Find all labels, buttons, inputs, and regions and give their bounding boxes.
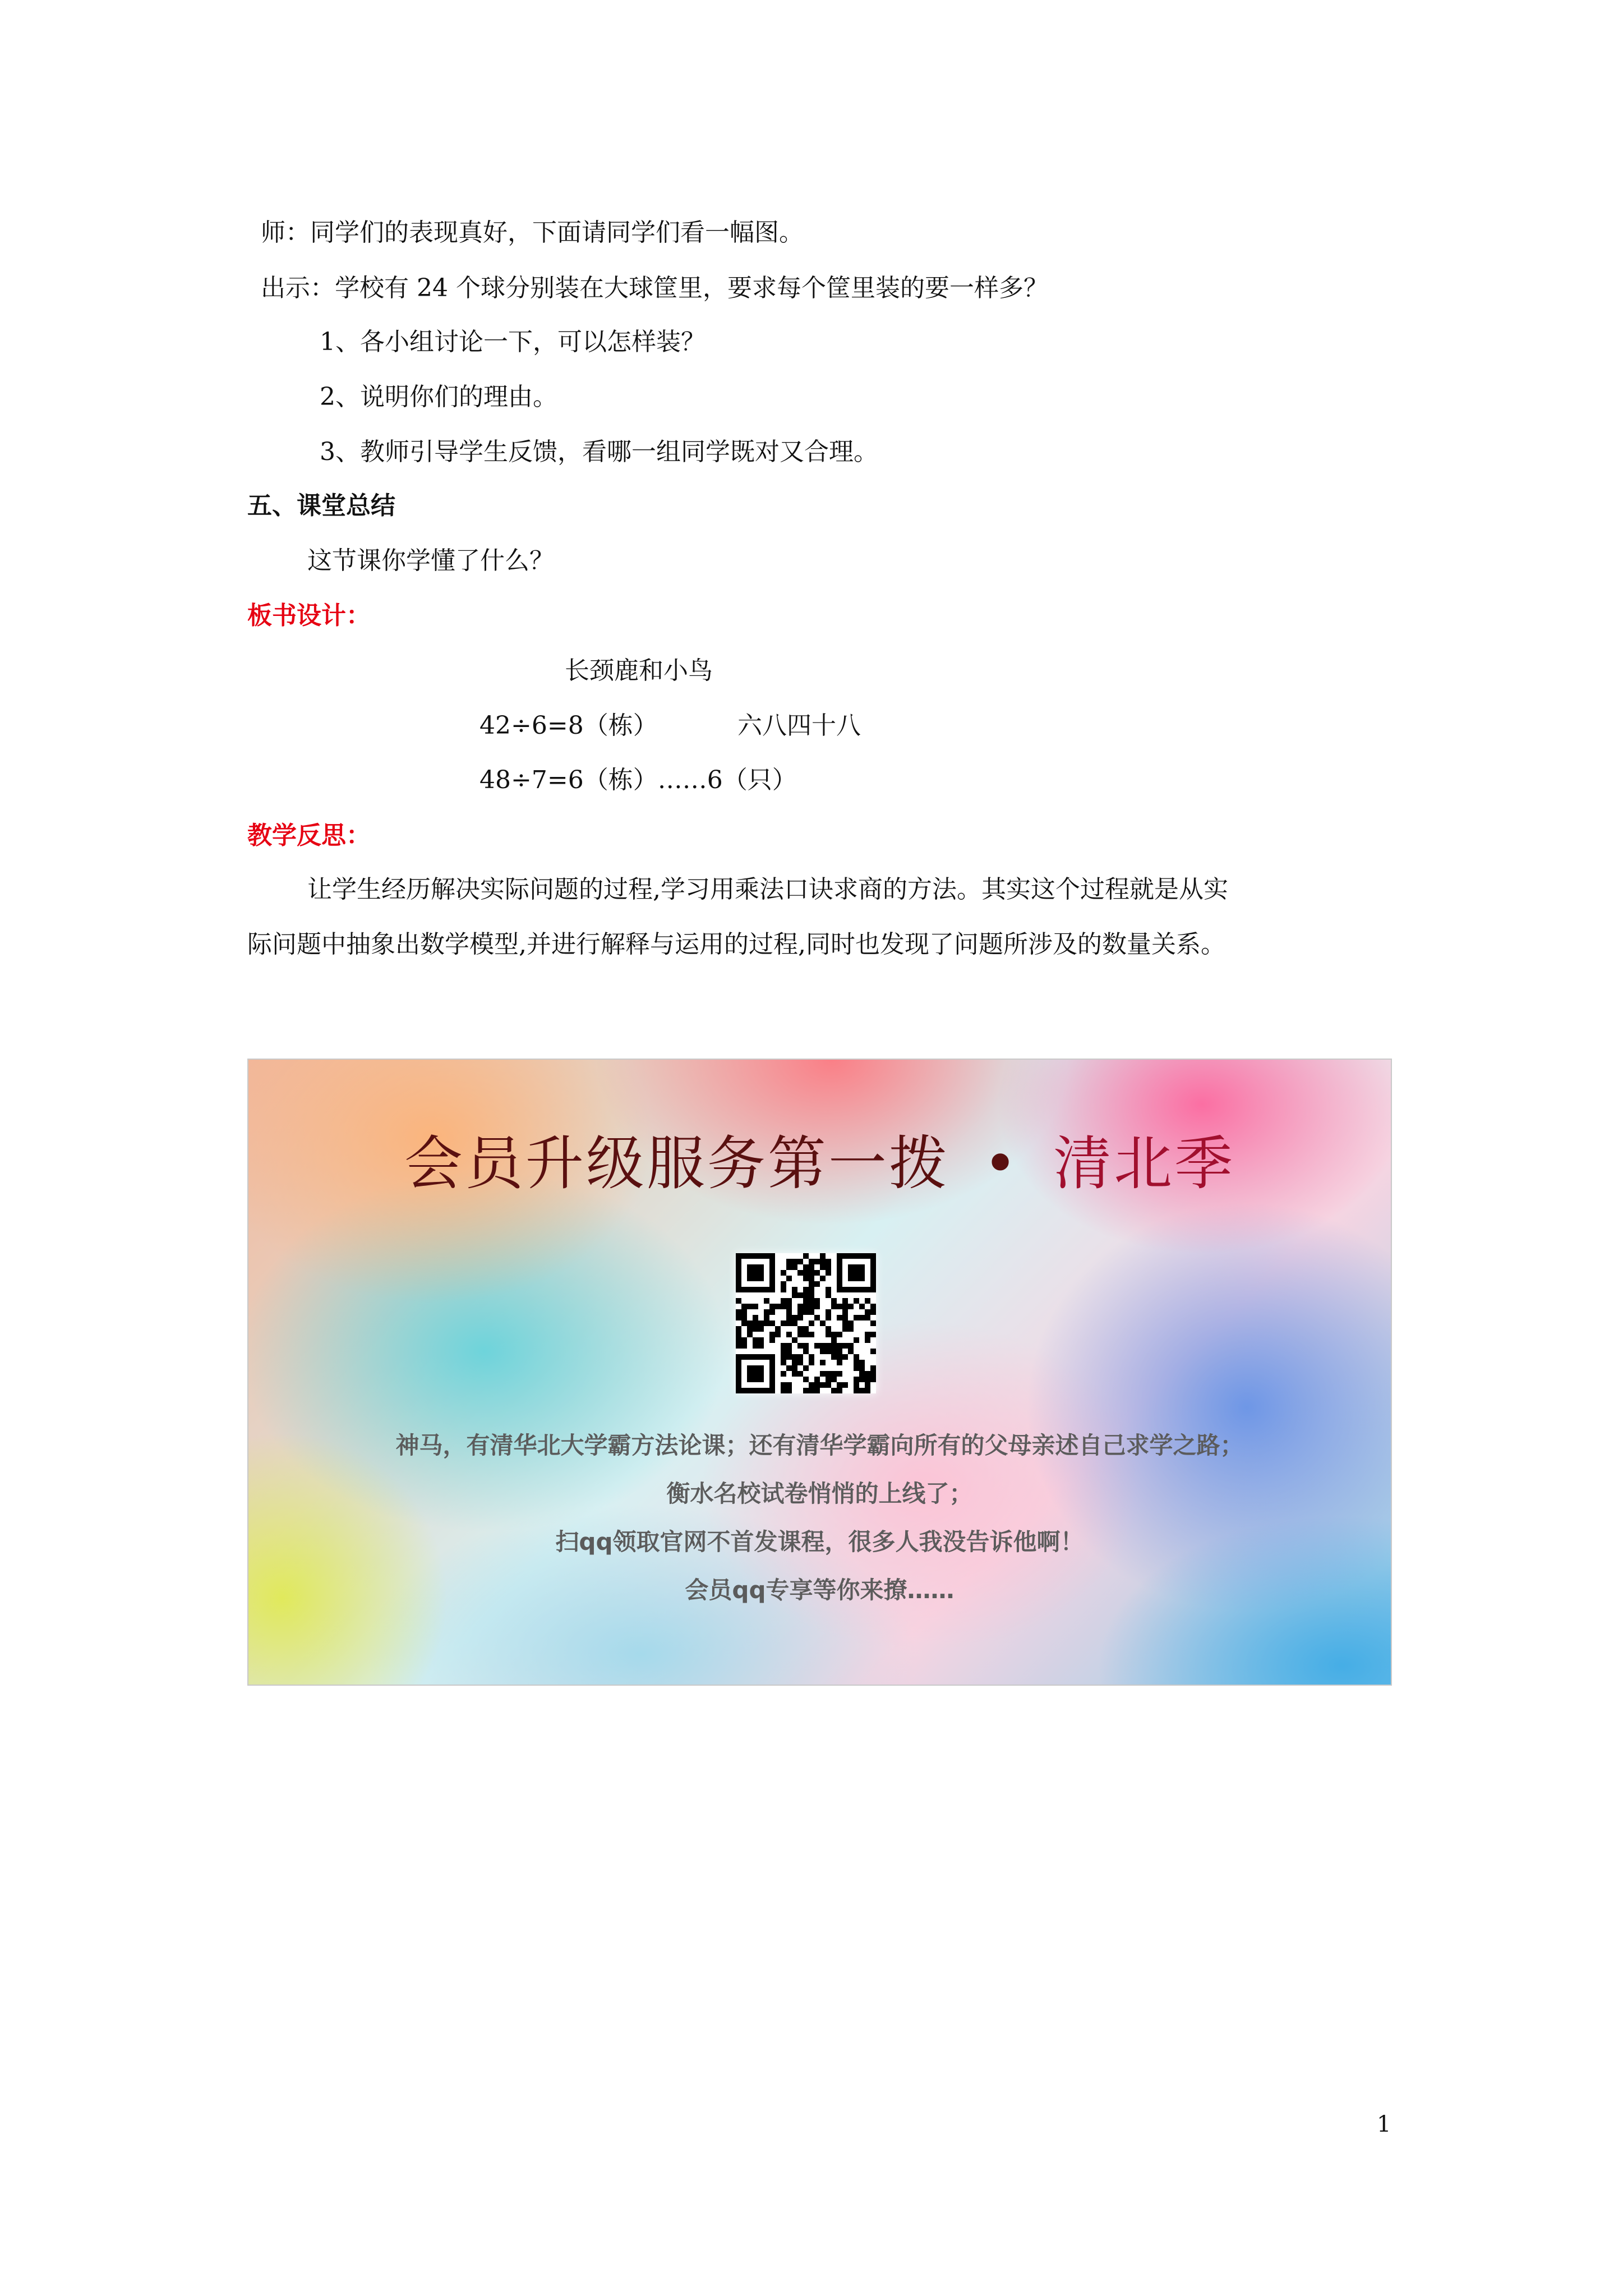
- section-5-heading: 五、课堂总结: [247, 491, 395, 520]
- step-1: 1、各小组讨论一下，可以怎样装？: [320, 328, 706, 356]
- page-number: 1: [1377, 2111, 1391, 2137]
- section-5-body: 这节课你学懂了什么？: [307, 546, 554, 575]
- banner-title-dot: •: [983, 1129, 1020, 1198]
- promo-text-3: 扫qq领取官网不首发课程，很多人我没告诉他啊！: [555, 1528, 1084, 1556]
- banner-title-main: 会员升级服务第一拨: [404, 1129, 949, 1198]
- reflection-line-2: 际问题中抽象出数学模型,并进行解释与运用的过程,同时也发现了问题所涉及的数量关系。: [247, 930, 1225, 959]
- promo-text-1: 神马，有清华北大学霸方法论课；还有清华学霸向所有的父母亲述自己求学之路；: [395, 1432, 1244, 1459]
- promo-banner[interactable]: [247, 1059, 1392, 1686]
- show-line: 出示：学校有 24 个球分别装在大球筐里，要求每个筐里装的要一样多？: [261, 274, 1048, 302]
- board-title: 长颈鹿和小鸟: [565, 656, 713, 685]
- board-equation-1-note: 六八四十八: [737, 711, 861, 740]
- reflection-line-1: 让学生经历解决实际问题的过程,学习用乘法口诀求商的方法。其实这个过程就是从实: [307, 875, 1228, 904]
- board-equation-2: 48÷7=6（栋）……6（只）: [479, 766, 797, 794]
- banner-title: [248, 1127, 1391, 1200]
- teacher-line: 师：同学们的表现真好，下面请同学们看一幅图。: [261, 218, 804, 247]
- step-3: 3、教师引导学生反馈，看哪一组同学既对又合理。: [320, 438, 878, 466]
- board-equation-1: 42÷6=8（栋）: [479, 711, 658, 740]
- promo-text-4: 会员qq专享等你来撩……: [685, 1576, 955, 1604]
- reflection-heading: 教学反思：: [247, 821, 371, 850]
- qr-code-icon[interactable]: [736, 1253, 876, 1393]
- step-2: 2、说明你们的理由。: [320, 383, 557, 411]
- promo-text-2: 衡水名校试卷悄悄的上线了；: [666, 1480, 973, 1507]
- banner-brand: 清北季: [1053, 1129, 1235, 1198]
- board-design-heading: 板书设计：: [247, 601, 371, 630]
